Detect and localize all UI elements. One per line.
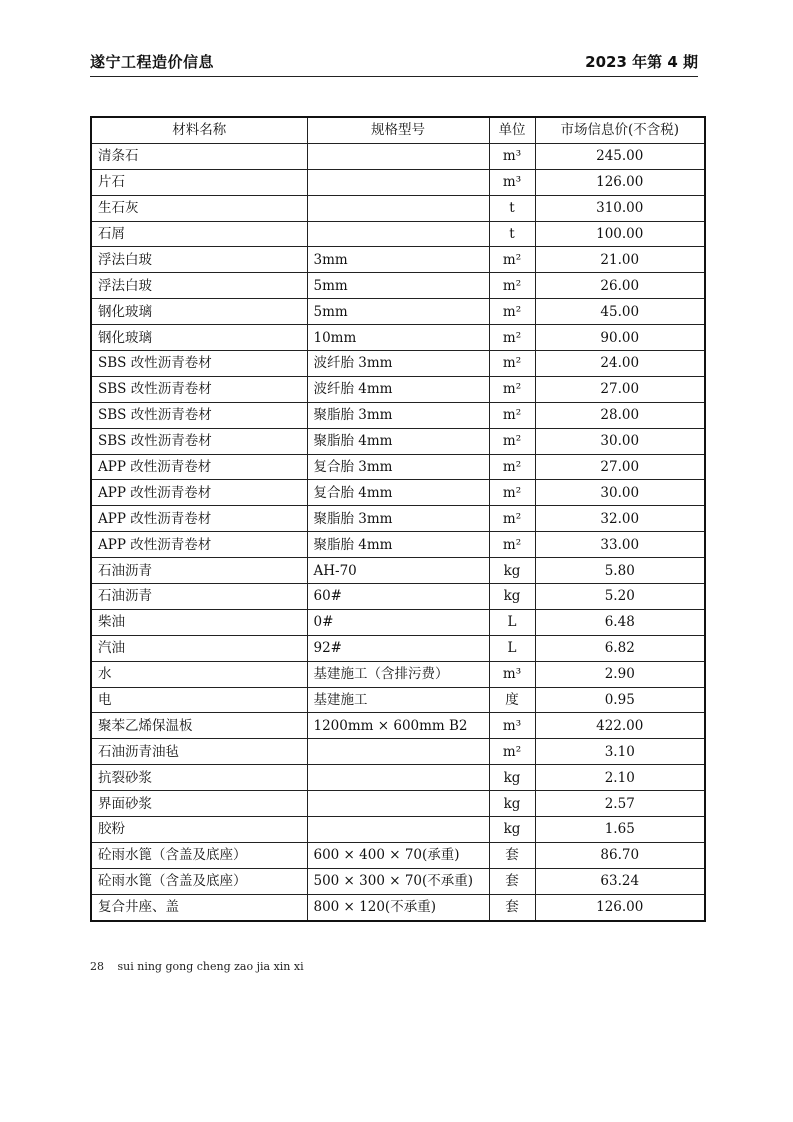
cell-price: 0.95	[535, 687, 705, 713]
cell-spec	[307, 169, 489, 195]
cell-unit: t	[489, 221, 535, 247]
table-row	[91, 454, 705, 480]
table-row	[91, 506, 705, 532]
cell-spec: 5mm	[307, 273, 489, 299]
cell-material-name: SBS 改性沥青卷材	[91, 351, 307, 377]
cell-spec: 波纤胎 4mm	[307, 376, 489, 402]
cell-material-name: APP 改性沥青卷材	[91, 480, 307, 506]
cell-material-name: 清条石	[91, 143, 307, 169]
table-row	[91, 894, 705, 920]
cell-price: 30.00	[535, 480, 705, 506]
table-row	[91, 661, 705, 687]
cell-unit: kg	[489, 765, 535, 791]
cell-material-name: 复合井座、盖	[91, 894, 307, 920]
cell-unit: m²	[489, 428, 535, 454]
cell-spec: 基建施工（含排污费）	[307, 661, 489, 687]
table-row	[91, 765, 705, 791]
cell-spec	[307, 817, 489, 843]
cell-unit: L	[489, 635, 535, 661]
cell-unit: kg	[489, 817, 535, 843]
cell-price: 2.10	[535, 765, 705, 791]
table-row	[91, 221, 705, 247]
table-row	[91, 609, 705, 635]
cell-material-name: 浮法白玻	[91, 273, 307, 299]
cell-price: 28.00	[535, 402, 705, 428]
cell-price: 126.00	[535, 894, 705, 920]
cell-price: 126.00	[535, 169, 705, 195]
cell-spec: 3mm	[307, 247, 489, 273]
table-row	[91, 428, 705, 454]
cell-unit: m²	[489, 299, 535, 325]
table-row	[91, 817, 705, 843]
cell-price: 63.24	[535, 868, 705, 894]
table-row	[91, 273, 705, 299]
cell-material-name: 水	[91, 661, 307, 687]
table-header-row	[91, 117, 705, 143]
cell-unit: m²	[489, 739, 535, 765]
cell-unit: 套	[489, 842, 535, 868]
cell-price: 245.00	[535, 143, 705, 169]
column-header-price: 市场信息价(不含税)	[535, 117, 705, 143]
cell-material-name: 电	[91, 687, 307, 713]
cell-price: 27.00	[535, 454, 705, 480]
cell-unit: m²	[489, 273, 535, 299]
cell-material-name: 抗裂砂浆	[91, 765, 307, 791]
page-header	[90, 52, 698, 77]
cell-unit: m²	[489, 376, 535, 402]
cell-spec	[307, 739, 489, 765]
cell-price: 21.00	[535, 247, 705, 273]
cell-material-name: 胶粉	[91, 817, 307, 843]
cell-spec: 5mm	[307, 299, 489, 325]
table-row	[91, 687, 705, 713]
cell-unit: m³	[489, 661, 535, 687]
publication-title: 遂宁工程造价信息	[90, 53, 215, 71]
cell-spec: 波纤胎 3mm	[307, 351, 489, 377]
table-row	[91, 195, 705, 221]
table-row	[91, 480, 705, 506]
table-row	[91, 791, 705, 817]
table-row	[91, 842, 705, 868]
cell-price: 90.00	[535, 325, 705, 351]
cell-price: 3.10	[535, 739, 705, 765]
cell-unit: m³	[489, 143, 535, 169]
table-row	[91, 351, 705, 377]
cell-material-name: 石油沥青	[91, 558, 307, 584]
table-row	[91, 169, 705, 195]
cell-price: 422.00	[535, 713, 705, 739]
cell-material-name: APP 改性沥青卷材	[91, 454, 307, 480]
cell-spec: 聚脂胎 3mm	[307, 402, 489, 428]
cell-spec: 0#	[307, 609, 489, 635]
cell-material-name: SBS 改性沥青卷材	[91, 428, 307, 454]
cell-price: 6.48	[535, 609, 705, 635]
cell-spec	[307, 765, 489, 791]
cell-price: 32.00	[535, 506, 705, 532]
cell-spec: 聚脂胎 4mm	[307, 428, 489, 454]
table-row	[91, 584, 705, 610]
page-footer	[90, 960, 304, 973]
issue-label: 2023 年第 4 期	[585, 53, 698, 71]
cell-price: 2.57	[535, 791, 705, 817]
cell-price: 5.20	[535, 584, 705, 610]
cell-spec: 500 × 300 × 70(不承重)	[307, 868, 489, 894]
cell-unit: kg	[489, 558, 535, 584]
cell-material-name: 聚苯乙烯保温板	[91, 713, 307, 739]
cell-material-name: 钢化玻璃	[91, 325, 307, 351]
column-header-name: 材料名称	[91, 117, 307, 143]
cell-material-name: 钢化玻璃	[91, 299, 307, 325]
cell-material-name: 片石	[91, 169, 307, 195]
cell-unit: 套	[489, 868, 535, 894]
cell-unit: L	[489, 609, 535, 635]
cell-spec: 聚脂胎 3mm	[307, 506, 489, 532]
cell-unit: m²	[489, 247, 535, 273]
cell-price: 30.00	[535, 428, 705, 454]
price-table	[90, 116, 706, 922]
cell-material-name: 石油沥青	[91, 584, 307, 610]
cell-material-name: 石油沥青油毡	[91, 739, 307, 765]
cell-spec: 复合胎 3mm	[307, 454, 489, 480]
table-row	[91, 325, 705, 351]
cell-price: 5.80	[535, 558, 705, 584]
footer-text: sui ning gong cheng zao jia xin xi	[117, 960, 304, 973]
cell-spec: 92#	[307, 635, 489, 661]
cell-spec: 60#	[307, 584, 489, 610]
table-row	[91, 376, 705, 402]
cell-material-name: 浮法白玻	[91, 247, 307, 273]
cell-price: 6.82	[535, 635, 705, 661]
price-table-body	[91, 143, 705, 920]
cell-unit: m²	[489, 454, 535, 480]
cell-material-name: 汽油	[91, 635, 307, 661]
cell-unit: m²	[489, 532, 535, 558]
cell-spec: AH-70	[307, 558, 489, 584]
column-header-spec: 规格型号	[307, 117, 489, 143]
cell-material-name: APP 改性沥青卷材	[91, 506, 307, 532]
table-row	[91, 143, 705, 169]
table-row	[91, 739, 705, 765]
cell-material-name: 砼雨水篦（含盖及底座）	[91, 842, 307, 868]
cell-material-name: SBS 改性沥青卷材	[91, 376, 307, 402]
cell-unit: m²	[489, 325, 535, 351]
cell-material-name: 生石灰	[91, 195, 307, 221]
cell-spec: 600 × 400 × 70(承重)	[307, 842, 489, 868]
cell-price: 33.00	[535, 532, 705, 558]
cell-material-name: SBS 改性沥青卷材	[91, 402, 307, 428]
table-row	[91, 402, 705, 428]
cell-price: 2.90	[535, 661, 705, 687]
table-row	[91, 868, 705, 894]
cell-spec	[307, 221, 489, 247]
cell-unit: m³	[489, 713, 535, 739]
cell-spec: 800 × 120(不承重)	[307, 894, 489, 920]
cell-price: 1.65	[535, 817, 705, 843]
cell-material-name: 石屑	[91, 221, 307, 247]
cell-spec: 复合胎 4mm	[307, 480, 489, 506]
cell-unit: m²	[489, 506, 535, 532]
cell-spec	[307, 195, 489, 221]
cell-price: 45.00	[535, 299, 705, 325]
table-row	[91, 247, 705, 273]
cell-material-name: 砼雨水篦（含盖及底座）	[91, 868, 307, 894]
cell-material-name: 界面砂浆	[91, 791, 307, 817]
page-number: 28	[90, 960, 104, 973]
cell-material-name: APP 改性沥青卷材	[91, 532, 307, 558]
table-row	[91, 532, 705, 558]
table-row	[91, 299, 705, 325]
cell-unit: kg	[489, 791, 535, 817]
cell-spec	[307, 143, 489, 169]
cell-unit: 套	[489, 894, 535, 920]
cell-unit: m²	[489, 480, 535, 506]
cell-spec: 10mm	[307, 325, 489, 351]
table-row	[91, 558, 705, 584]
cell-spec: 基建施工	[307, 687, 489, 713]
cell-price: 100.00	[535, 221, 705, 247]
cell-unit: m³	[489, 169, 535, 195]
cell-material-name: 柴油	[91, 609, 307, 635]
cell-spec	[307, 791, 489, 817]
table-row	[91, 713, 705, 739]
cell-unit: kg	[489, 584, 535, 610]
column-header-unit: 单位	[489, 117, 535, 143]
cell-price: 24.00	[535, 351, 705, 377]
cell-spec: 1200mm × 600mm B2	[307, 713, 489, 739]
cell-price: 26.00	[535, 273, 705, 299]
cell-unit: m²	[489, 402, 535, 428]
cell-spec: 聚脂胎 4mm	[307, 532, 489, 558]
table-row	[91, 635, 705, 661]
cell-price: 27.00	[535, 376, 705, 402]
cell-price: 86.70	[535, 842, 705, 868]
cell-unit: m²	[489, 351, 535, 377]
cell-price: 310.00	[535, 195, 705, 221]
cell-unit: 度	[489, 687, 535, 713]
cell-unit: t	[489, 195, 535, 221]
